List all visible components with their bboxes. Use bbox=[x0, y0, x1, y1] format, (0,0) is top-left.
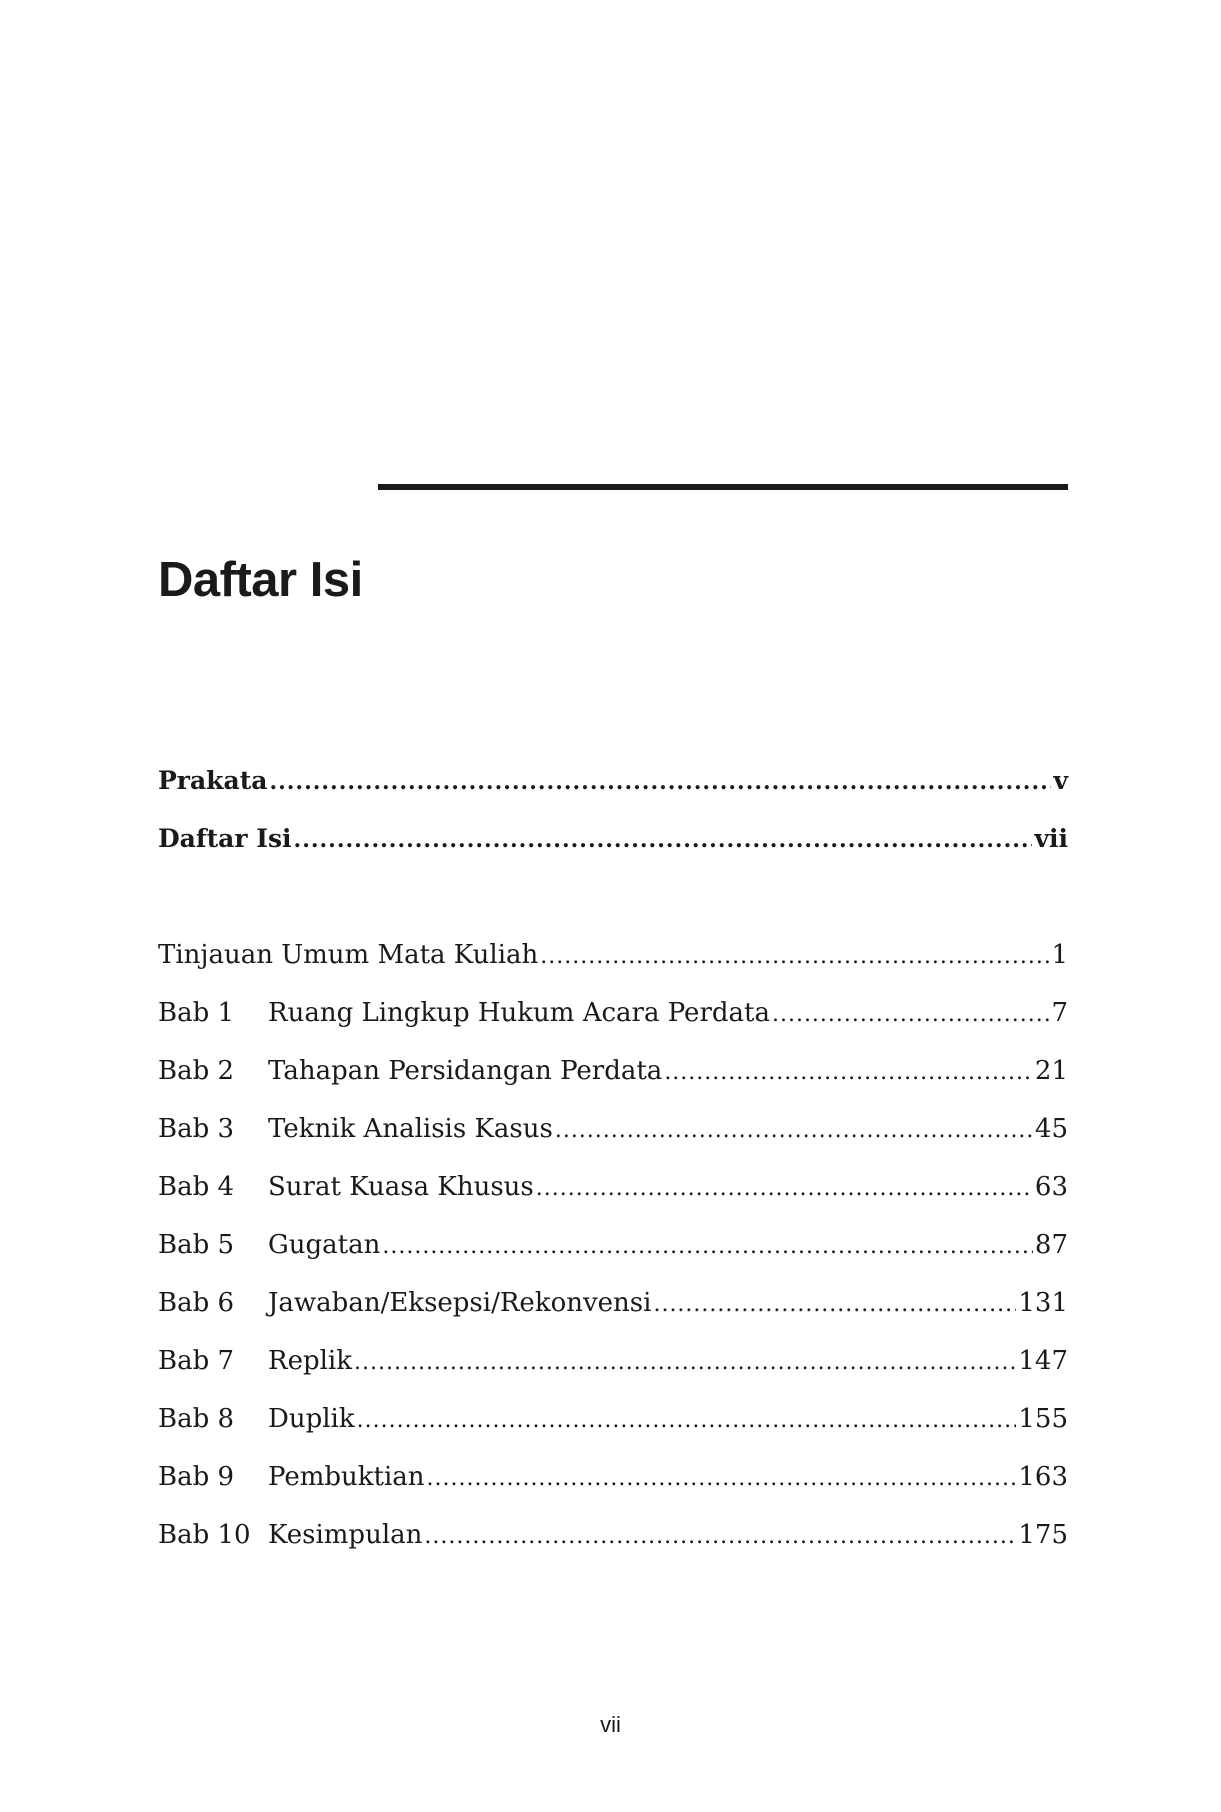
toc-entry-page: 45 bbox=[1034, 1114, 1068, 1144]
page-title: Daftar Isi bbox=[158, 553, 363, 607]
toc-entry-page: 63 bbox=[1034, 1172, 1068, 1202]
toc-leader-dots bbox=[772, 984, 1049, 1044]
toc-entry-bab-1[interactable] bbox=[158, 984, 1068, 1042]
toc-entry-number: Bab 6 bbox=[158, 1288, 235, 1318]
toc-entry-bab-3[interactable] bbox=[158, 1100, 1068, 1158]
page-number: vii bbox=[600, 1712, 621, 1737]
toc-entry-bab-8[interactable] bbox=[158, 1390, 1068, 1448]
toc-entry-title: Jawaban/Eksepsi/Rekonvensi bbox=[268, 1288, 652, 1318]
toc-entry-bab-10[interactable] bbox=[158, 1506, 1068, 1564]
toc-leader-dots bbox=[424, 1506, 1016, 1566]
toc-entry-page: 7 bbox=[1051, 998, 1068, 1028]
toc-entry-title: Pembuktian bbox=[268, 1462, 425, 1492]
toc-entry-number: Bab 2 bbox=[158, 1056, 235, 1086]
toc-leader-dots bbox=[427, 1448, 1017, 1508]
toc-leader-dots bbox=[294, 810, 1033, 869]
toc-entry-title: Tinjauan Umum Mata Kuliah bbox=[158, 940, 539, 970]
toc-entry-title: Ruang Lingkup Hukum Acara Perdata bbox=[268, 998, 770, 1028]
toc-leader-dots bbox=[269, 752, 1051, 811]
toc-leader-dots bbox=[540, 926, 1049, 986]
toc-entry-bab-2[interactable] bbox=[158, 1042, 1068, 1100]
toc-entry-page: 175 bbox=[1018, 1520, 1068, 1550]
toc-entry-title: Replik bbox=[268, 1346, 352, 1376]
toc-entry-page: v bbox=[1053, 766, 1068, 795]
toc-entry-bab-4[interactable] bbox=[158, 1158, 1068, 1216]
toc-entry-number: Bab 9 bbox=[158, 1462, 235, 1492]
toc-leader-dots bbox=[357, 1390, 1017, 1450]
toc-leader-dots bbox=[354, 1332, 1016, 1392]
toc-entry-title: Gugatan bbox=[268, 1230, 381, 1260]
toc-entry-tinjauan[interactable] bbox=[158, 926, 1068, 984]
toc-entry-page: 163 bbox=[1018, 1462, 1068, 1492]
toc-entry-prakata[interactable] bbox=[158, 752, 1068, 810]
toc-entry-number: Bab 8 bbox=[158, 1404, 235, 1434]
toc-entry-title: Duplik bbox=[268, 1404, 355, 1434]
toc-entry-number: Bab 1 bbox=[158, 998, 235, 1028]
toc-entry-page: 1 bbox=[1051, 940, 1068, 970]
toc-entry-bab-6[interactable] bbox=[158, 1274, 1068, 1332]
toc-leader-dots bbox=[382, 1216, 1033, 1276]
toc-entry-page: 21 bbox=[1034, 1056, 1068, 1086]
toc-entry-title: Tahapan Persidangan Perdata bbox=[268, 1056, 663, 1086]
toc-entry-page: 147 bbox=[1018, 1346, 1068, 1376]
toc-front-matter bbox=[158, 752, 1068, 868]
toc-entry-page: 155 bbox=[1018, 1404, 1068, 1434]
toc-entry-number: Bab 3 bbox=[158, 1114, 235, 1144]
toc-entry-bab-9[interactable] bbox=[158, 1448, 1068, 1506]
toc-entry-page: 87 bbox=[1034, 1230, 1068, 1260]
toc-entry-number: Bab 5 bbox=[158, 1230, 235, 1260]
toc-entry-bab-7[interactable] bbox=[158, 1332, 1068, 1390]
toc-entry-title: Prakata bbox=[158, 766, 268, 795]
toc-entry-page: vii bbox=[1034, 824, 1068, 853]
toc-entry-number: Bab 4 bbox=[158, 1172, 235, 1202]
toc-leader-dots bbox=[536, 1158, 1033, 1218]
toc-entry-number: Bab 10 bbox=[158, 1520, 251, 1550]
toc-entry-title: Daftar Isi bbox=[158, 824, 292, 853]
toc-entry-title: Teknik Analisis Kasus bbox=[268, 1114, 553, 1144]
toc-entry-title: Surat Kuasa Khusus bbox=[268, 1172, 534, 1202]
toc-leader-dots bbox=[664, 1042, 1033, 1102]
toc-leader-dots bbox=[653, 1274, 1016, 1334]
toc-entry-daftar-isi[interactable] bbox=[158, 810, 1068, 868]
toc-entry-title: Kesimpulan bbox=[268, 1520, 423, 1550]
toc-entry-page: 131 bbox=[1018, 1288, 1068, 1318]
toc-chapters bbox=[158, 926, 1068, 1564]
toc-leader-dots bbox=[555, 1100, 1033, 1160]
heading-rule bbox=[378, 484, 1068, 490]
toc-entry-bab-5[interactable] bbox=[158, 1216, 1068, 1274]
toc-entry-number: Bab 7 bbox=[158, 1346, 235, 1376]
